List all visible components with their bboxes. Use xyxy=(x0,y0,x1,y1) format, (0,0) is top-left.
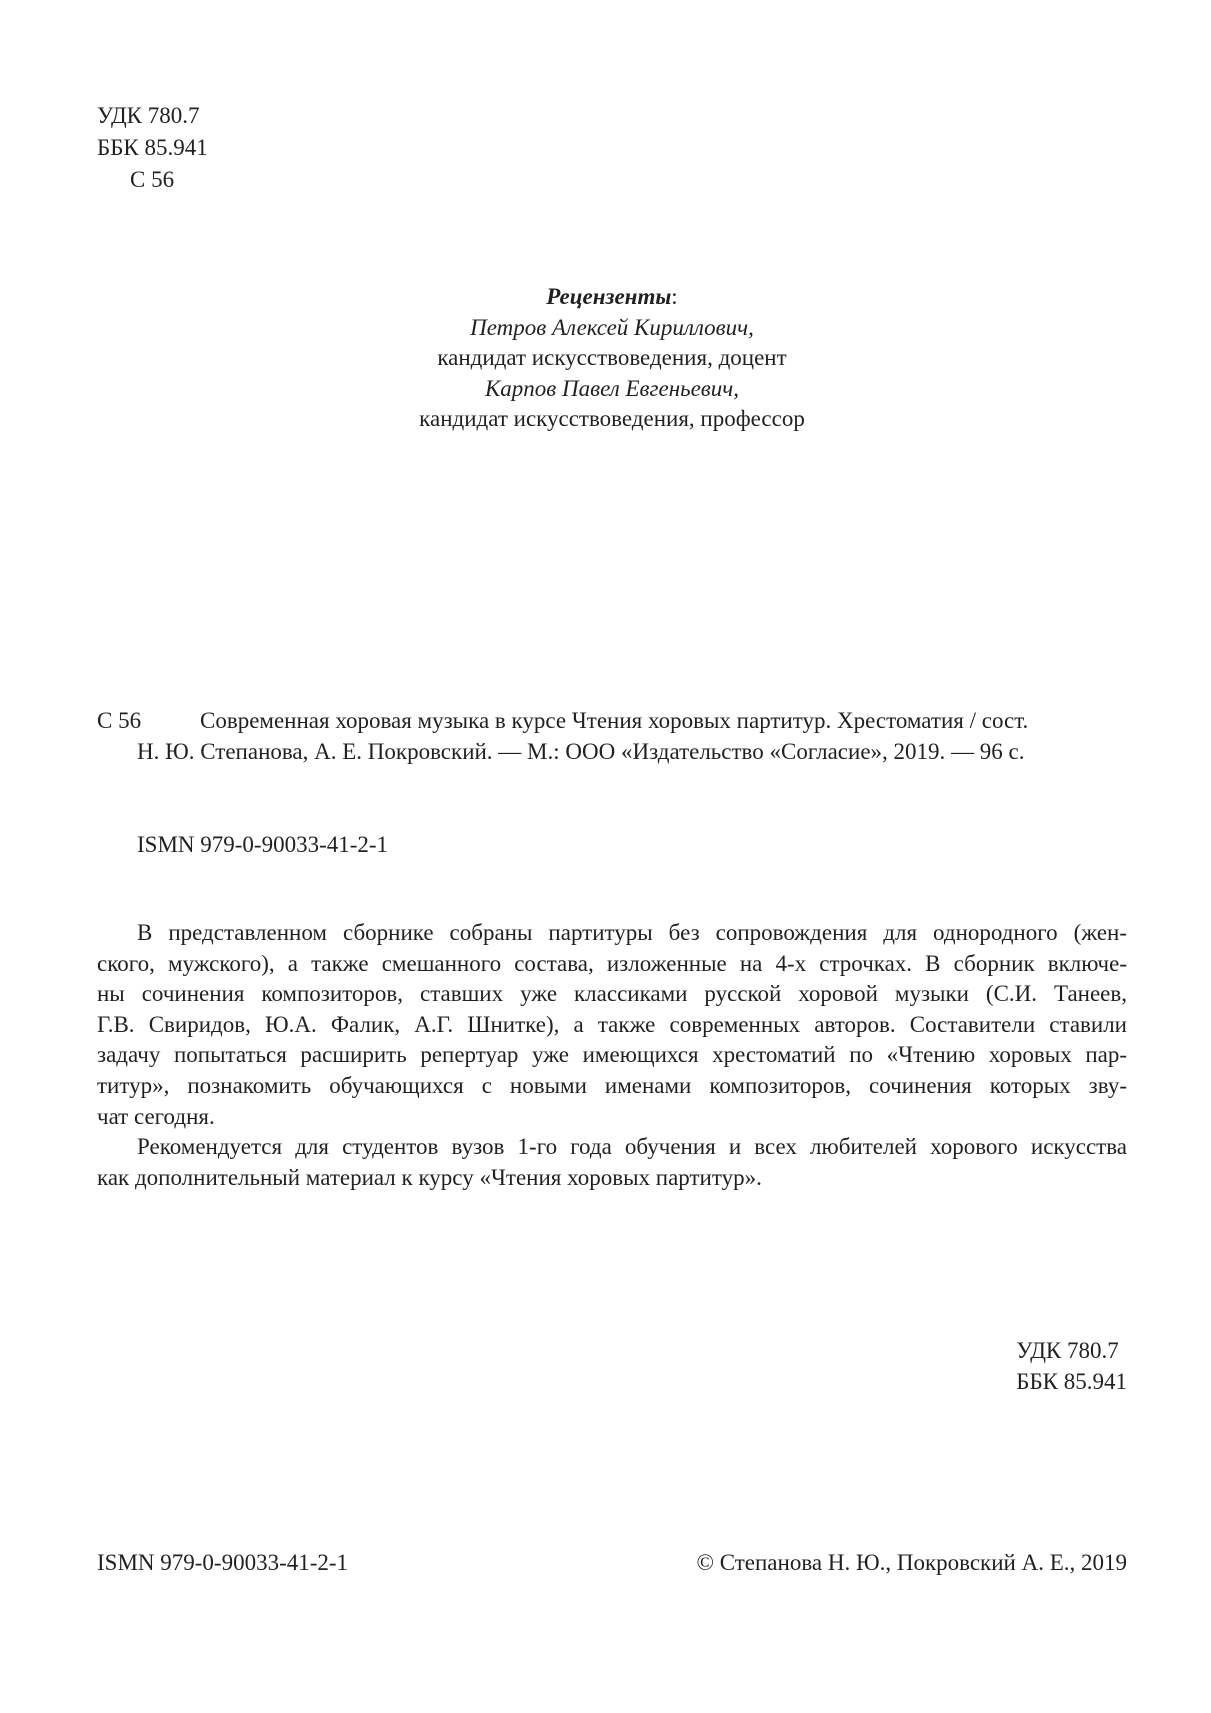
annotation-line: титур», познакомить обучающихся с новыми именами композиторов, сочинения которых зву- xyxy=(97,1072,1127,1098)
bbk-code: ББК 85.941 xyxy=(97,135,208,160)
isbn-number: ISMN 979-0-90033-41-2-1 xyxy=(137,832,389,857)
footer-isbn: ISMN 979-0-90033-41-2-1 xyxy=(97,1550,349,1575)
annotation-line: ского, мужского), а также смешанного состава, изложенные на 4-х строчках. В сборник включе- xyxy=(97,950,1127,976)
reviewer-title: кандидат искусствоведения, профессор xyxy=(419,406,805,431)
annotation-line: Г.В. Свиридов, Ю.А. Фалик, А.Г. Шнитке), а также современных авторов. Составители ставили xyxy=(97,1011,1127,1037)
annotation-line: задачу попытаться расширить репертуар уже имеющихся хрестоматий по «Чтению хоровых пар- xyxy=(97,1042,1127,1068)
annotation-line: Рекомендуется для студентов вузов 1-го года обучения и всех любителей хорового искусства xyxy=(137,1134,1127,1160)
catalog-entry-line xyxy=(97,705,1127,736)
reviewer-name: Карпов Павел Евгеньевич, xyxy=(484,375,740,401)
catalog-entry-line xyxy=(97,736,1127,767)
catalog-title-line: Современная хоровая музыка в курсе Чтения хоровых партитур. Хрестоматия / сост. xyxy=(200,708,1029,733)
catalog-entry xyxy=(97,705,1127,767)
annotation-line: чат сегодня. xyxy=(97,1103,215,1129)
annotation-line: В представленном сборнике собраны партитуры без сопровождения для однородного (жен- xyxy=(137,920,1127,945)
copyright-notice: © Степанова Н. Ю., Покровский А. Е., 2019 xyxy=(696,1550,1127,1575)
author-mark: С 56 xyxy=(130,167,175,192)
udk-code: УДК 780.7 xyxy=(1016,1338,1119,1363)
classification-block-top xyxy=(97,100,208,196)
reviewer-title: кандидат искусствоведения, доцент xyxy=(437,345,787,370)
catalog-publication-line: Н. Ю. Степанова, А. Е. Покровский. — М.: ООО «Издательство «Согласие», 2019. — 96 с. xyxy=(137,739,1025,764)
reviewers-heading: Рецензенты xyxy=(546,284,672,309)
reviewer-name: Петров Алексей Кириллович, xyxy=(470,314,754,340)
reviewers-heading-colon: : xyxy=(671,284,678,309)
bbk-code: ББК 85.941 xyxy=(1016,1369,1127,1394)
reviewers-block xyxy=(97,282,1127,435)
annotation xyxy=(97,918,1127,1193)
annotation-line: ны сочинения композиторов, ставших уже классиками русской хоровой музыки (С.И. Танеев, xyxy=(97,981,1127,1007)
udk-code: УДК 780.7 xyxy=(97,103,200,128)
reviewers-heading-line xyxy=(97,282,1127,313)
classification-block-bottom xyxy=(1016,1335,1127,1397)
annotation-line: как дополнительный материал к курсу «Чтения хоровых партитур». xyxy=(97,1164,762,1190)
catalog-code: С 56 xyxy=(97,708,142,733)
